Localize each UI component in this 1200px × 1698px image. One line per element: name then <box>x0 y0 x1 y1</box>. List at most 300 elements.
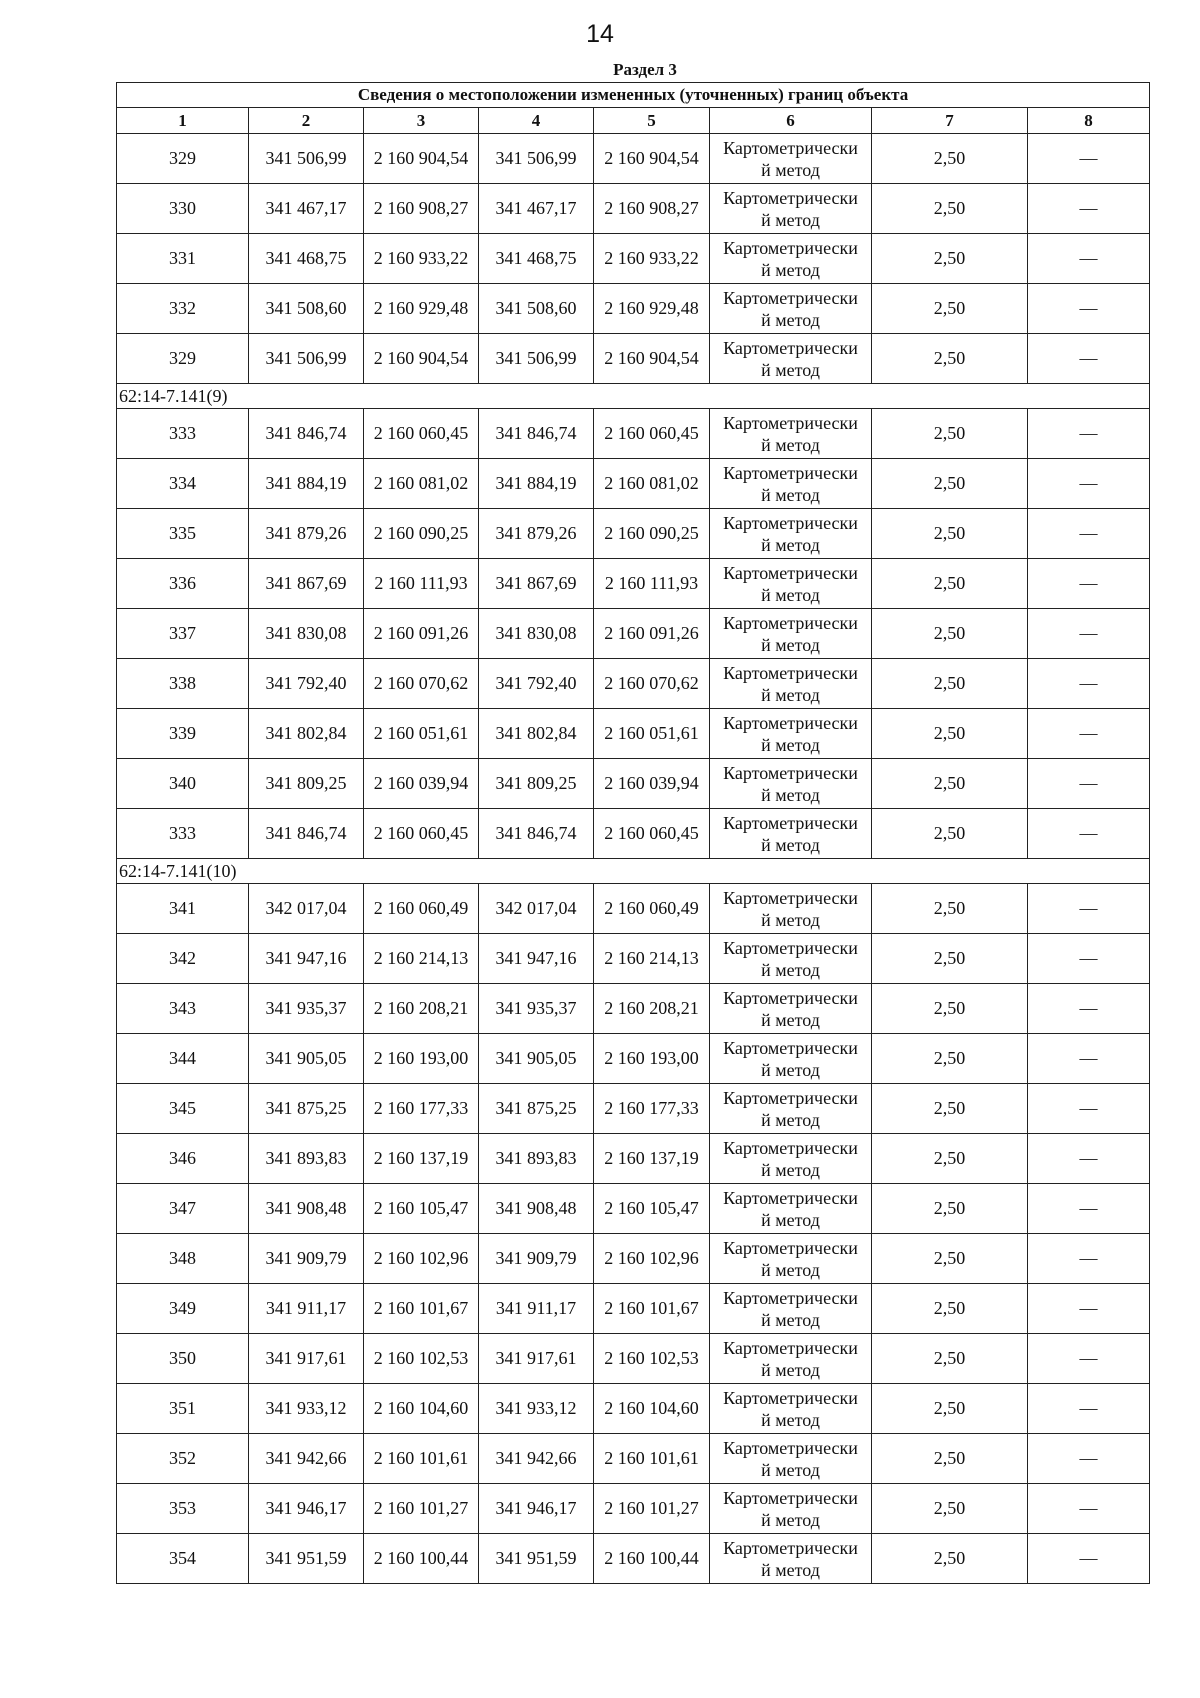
column-number-row <box>117 108 1150 134</box>
refined-x-cell: 341 946,17 <box>479 1484 594 1534</box>
refined-x-cell: 341 908,48 <box>479 1184 594 1234</box>
table-row <box>117 1484 1150 1534</box>
method-cell <box>710 284 872 334</box>
table-title: Сведения о местоположении измененных (уточненных) границ объекта <box>117 83 1150 108</box>
refined-x-cell: 341 947,16 <box>479 934 594 984</box>
refined-y-cell: 2 160 091,26 <box>594 609 710 659</box>
method-cell <box>710 509 872 559</box>
existing-y-cell: 2 160 070,62 <box>364 659 479 709</box>
accuracy-cell: 2,50 <box>872 1184 1028 1234</box>
description-cell: — <box>1028 409 1150 459</box>
existing-x-cell: 341 884,19 <box>249 459 364 509</box>
method-cell <box>710 759 872 809</box>
table-row <box>117 134 1150 184</box>
refined-y-cell: 2 160 177,33 <box>594 1084 710 1134</box>
refined-y-cell: 2 160 904,54 <box>594 134 710 184</box>
point-number-cell: 338 <box>117 659 249 709</box>
description-cell: — <box>1028 1134 1150 1184</box>
table-row <box>117 709 1150 759</box>
method-line: й метод <box>761 1509 820 1530</box>
refined-x-cell: 341 909,79 <box>479 1234 594 1284</box>
refined-x-cell: 341 933,12 <box>479 1384 594 1434</box>
existing-y-cell: 2 160 101,27 <box>364 1484 479 1534</box>
method-cell <box>710 884 872 934</box>
table-row <box>117 984 1150 1034</box>
refined-y-cell: 2 160 060,45 <box>594 809 710 859</box>
column-number: 4 <box>479 108 594 134</box>
method-line: Картометрически <box>723 887 858 908</box>
table-row <box>117 1434 1150 1484</box>
method-line: Картометрически <box>723 562 858 583</box>
accuracy-cell: 2,50 <box>872 459 1028 509</box>
method-line: й метод <box>761 1059 820 1080</box>
description-cell: — <box>1028 1234 1150 1284</box>
point-number-cell: 332 <box>117 284 249 334</box>
description-cell: — <box>1028 1034 1150 1084</box>
table-row <box>117 1034 1150 1084</box>
method-cell <box>710 559 872 609</box>
description-cell: — <box>1028 659 1150 709</box>
refined-y-cell: 2 160 104,60 <box>594 1384 710 1434</box>
refined-x-cell: 341 911,17 <box>479 1284 594 1334</box>
refined-x-cell: 341 846,74 <box>479 409 594 459</box>
refined-y-cell: 2 160 101,27 <box>594 1484 710 1534</box>
existing-y-cell: 2 160 101,61 <box>364 1434 479 1484</box>
table-row <box>117 234 1150 284</box>
method-line: Картометрически <box>723 512 858 533</box>
description-cell: — <box>1028 609 1150 659</box>
refined-x-cell: 341 867,69 <box>479 559 594 609</box>
accuracy-cell: 2,50 <box>872 334 1028 384</box>
table-row <box>117 334 1150 384</box>
existing-x-cell: 341 467,17 <box>249 184 364 234</box>
point-number-cell: 329 <box>117 334 249 384</box>
refined-x-cell: 342 017,04 <box>479 884 594 934</box>
method-line: Картометрически <box>723 712 858 733</box>
refined-x-cell: 341 935,37 <box>479 984 594 1034</box>
column-number: 6 <box>710 108 872 134</box>
method-line: й метод <box>761 1559 820 1580</box>
refined-x-cell: 341 802,84 <box>479 709 594 759</box>
refined-y-cell: 2 160 060,45 <box>594 409 710 459</box>
refined-y-cell: 2 160 193,00 <box>594 1034 710 1084</box>
description-cell: — <box>1028 284 1150 334</box>
point-number-cell: 344 <box>117 1034 249 1084</box>
method-line: й метод <box>761 434 820 455</box>
accuracy-cell: 2,50 <box>872 409 1028 459</box>
refined-y-cell: 2 160 208,21 <box>594 984 710 1034</box>
existing-x-cell: 341 911,17 <box>249 1284 364 1334</box>
existing-x-cell: 341 935,37 <box>249 984 364 1034</box>
method-line: й метод <box>761 1459 820 1480</box>
description-cell: — <box>1028 334 1150 384</box>
method-line: й метод <box>761 209 820 230</box>
existing-y-cell: 2 160 177,33 <box>364 1084 479 1134</box>
table-row <box>117 184 1150 234</box>
method-line: й метод <box>761 584 820 605</box>
method-line: Картометрически <box>723 337 858 358</box>
refined-y-cell: 2 160 101,61 <box>594 1434 710 1484</box>
method-line: й метод <box>761 959 820 980</box>
accuracy-cell: 2,50 <box>872 1284 1028 1334</box>
existing-y-cell: 2 160 060,45 <box>364 409 479 459</box>
description-cell: — <box>1028 234 1150 284</box>
existing-x-cell: 341 830,08 <box>249 609 364 659</box>
existing-x-cell: 341 809,25 <box>249 759 364 809</box>
point-number-cell: 351 <box>117 1384 249 1434</box>
existing-y-cell: 2 160 051,61 <box>364 709 479 759</box>
refined-y-cell: 2 160 102,96 <box>594 1234 710 1284</box>
accuracy-cell: 2,50 <box>872 659 1028 709</box>
existing-x-cell: 341 942,66 <box>249 1434 364 1484</box>
method-cell <box>710 1034 872 1084</box>
method-line: Картометрически <box>723 987 858 1008</box>
method-cell <box>710 1484 872 1534</box>
point-number-cell: 331 <box>117 234 249 284</box>
point-number-cell: 337 <box>117 609 249 659</box>
boundary-coordinates-table <box>116 82 1150 1584</box>
method-cell <box>710 1434 872 1484</box>
method-line: Картометрически <box>723 462 858 483</box>
accuracy-cell: 2,50 <box>872 1384 1028 1434</box>
page-number: 14 <box>586 20 614 48</box>
existing-x-cell: 341 908,48 <box>249 1184 364 1234</box>
method-cell <box>710 1384 872 1434</box>
section-title: Раздел 3 <box>613 60 677 79</box>
column-number: 7 <box>872 108 1028 134</box>
description-cell: — <box>1028 559 1150 609</box>
method-line: Картометрически <box>723 1237 858 1258</box>
method-cell <box>710 1334 872 1384</box>
existing-y-cell: 2 160 100,44 <box>364 1534 479 1584</box>
description-cell: — <box>1028 984 1150 1034</box>
method-line: й метод <box>761 259 820 280</box>
refined-x-cell: 341 917,61 <box>479 1334 594 1384</box>
refined-y-cell: 2 160 100,44 <box>594 1534 710 1584</box>
method-line: й метод <box>761 634 820 655</box>
point-number-cell: 343 <box>117 984 249 1034</box>
method-line: Картометрически <box>723 612 858 633</box>
method-line: й метод <box>761 359 820 380</box>
point-number-cell: 346 <box>117 1134 249 1184</box>
group-header-row <box>117 384 1150 409</box>
refined-x-cell: 341 879,26 <box>479 509 594 559</box>
method-cell <box>710 1084 872 1134</box>
method-line: Картометрически <box>723 1537 858 1558</box>
existing-y-cell: 2 160 904,54 <box>364 334 479 384</box>
description-cell: — <box>1028 134 1150 184</box>
table-row <box>117 934 1150 984</box>
refined-y-cell: 2 160 070,62 <box>594 659 710 709</box>
description-cell: — <box>1028 1084 1150 1134</box>
description-cell: — <box>1028 1484 1150 1534</box>
existing-x-cell: 341 506,99 <box>249 134 364 184</box>
method-line: Картометрически <box>723 762 858 783</box>
method-line: й метод <box>761 909 820 930</box>
point-number-cell: 329 <box>117 134 249 184</box>
refined-x-cell: 341 467,17 <box>479 184 594 234</box>
refined-x-cell: 341 875,25 <box>479 1084 594 1134</box>
method-cell <box>710 809 872 859</box>
existing-y-cell: 2 160 039,94 <box>364 759 479 809</box>
method-line: Картометрически <box>723 1337 858 1358</box>
refined-y-cell: 2 160 060,49 <box>594 884 710 934</box>
existing-x-cell: 341 951,59 <box>249 1534 364 1584</box>
existing-x-cell: 341 802,84 <box>249 709 364 759</box>
method-cell <box>710 984 872 1034</box>
table-row <box>117 1134 1150 1184</box>
existing-y-cell: 2 160 929,48 <box>364 284 479 334</box>
method-line: Картометрически <box>723 1437 858 1458</box>
point-number-cell: 354 <box>117 1534 249 1584</box>
point-number-cell: 330 <box>117 184 249 234</box>
existing-y-cell: 2 160 101,67 <box>364 1284 479 1334</box>
method-line: Картометрически <box>723 412 858 433</box>
method-cell <box>710 1234 872 1284</box>
existing-x-cell: 341 846,74 <box>249 409 364 459</box>
column-number: 2 <box>249 108 364 134</box>
point-number-cell: 347 <box>117 1184 249 1234</box>
method-line: й метод <box>761 834 820 855</box>
method-line: й метод <box>761 784 820 805</box>
refined-x-cell: 341 468,75 <box>479 234 594 284</box>
table-body <box>117 134 1150 1584</box>
existing-x-cell: 341 506,99 <box>249 334 364 384</box>
existing-x-cell: 341 875,25 <box>249 1084 364 1134</box>
accuracy-cell: 2,50 <box>872 884 1028 934</box>
point-number-cell: 352 <box>117 1434 249 1484</box>
column-number: 5 <box>594 108 710 134</box>
refined-y-cell: 2 160 111,93 <box>594 559 710 609</box>
description-cell: — <box>1028 809 1150 859</box>
method-line: Картометрически <box>723 1037 858 1058</box>
refined-y-cell: 2 160 101,67 <box>594 1284 710 1334</box>
method-line: Картометрически <box>723 287 858 308</box>
refined-y-cell: 2 160 051,61 <box>594 709 710 759</box>
method-line: Картометрически <box>723 812 858 833</box>
accuracy-cell: 2,50 <box>872 1534 1028 1584</box>
existing-x-cell: 341 909,79 <box>249 1234 364 1284</box>
method-cell <box>710 409 872 459</box>
refined-y-cell: 2 160 908,27 <box>594 184 710 234</box>
table-row <box>117 884 1150 934</box>
description-cell: — <box>1028 759 1150 809</box>
refined-x-cell: 341 893,83 <box>479 1134 594 1184</box>
accuracy-cell: 2,50 <box>872 559 1028 609</box>
existing-x-cell: 341 508,60 <box>249 284 364 334</box>
table-row <box>117 284 1150 334</box>
refined-x-cell: 341 792,40 <box>479 659 594 709</box>
point-number-cell: 342 <box>117 934 249 984</box>
method-line: й метод <box>761 1159 820 1180</box>
point-number-cell: 335 <box>117 509 249 559</box>
accuracy-cell: 2,50 <box>872 759 1028 809</box>
point-number-cell: 348 <box>117 1234 249 1284</box>
table-row <box>117 809 1150 859</box>
refined-y-cell: 2 160 214,13 <box>594 934 710 984</box>
method-cell <box>710 1284 872 1334</box>
table-row <box>117 609 1150 659</box>
method-line: Картометрически <box>723 1387 858 1408</box>
refined-x-cell: 341 809,25 <box>479 759 594 809</box>
existing-x-cell: 341 917,61 <box>249 1334 364 1384</box>
existing-y-cell: 2 160 105,47 <box>364 1184 479 1234</box>
method-line: й метод <box>761 684 820 705</box>
method-line: Картометрически <box>723 1137 858 1158</box>
method-cell <box>710 709 872 759</box>
existing-y-cell: 2 160 111,93 <box>364 559 479 609</box>
accuracy-cell: 2,50 <box>872 1484 1028 1534</box>
refined-x-cell: 341 942,66 <box>479 1434 594 1484</box>
column-number: 1 <box>117 108 249 134</box>
description-cell: — <box>1028 1384 1150 1434</box>
method-cell <box>710 1134 872 1184</box>
method-line: й метод <box>761 1359 820 1380</box>
point-number-cell: 333 <box>117 409 249 459</box>
method-cell <box>710 1184 872 1234</box>
accuracy-cell: 2,50 <box>872 1134 1028 1184</box>
accuracy-cell: 2,50 <box>872 1084 1028 1134</box>
accuracy-cell: 2,50 <box>872 234 1028 284</box>
table-row <box>117 459 1150 509</box>
accuracy-cell: 2,50 <box>872 709 1028 759</box>
point-number-cell: 340 <box>117 759 249 809</box>
table-row <box>117 1184 1150 1234</box>
column-number: 8 <box>1028 108 1150 134</box>
refined-x-cell: 341 506,99 <box>479 334 594 384</box>
existing-y-cell: 2 160 102,96 <box>364 1234 479 1284</box>
point-number-cell: 334 <box>117 459 249 509</box>
method-line: й метод <box>761 159 820 180</box>
description-cell: — <box>1028 1534 1150 1584</box>
table-row <box>117 409 1150 459</box>
refined-y-cell: 2 160 137,19 <box>594 1134 710 1184</box>
group-label: 62:14-7.141(9) <box>117 384 1150 409</box>
point-number-cell: 339 <box>117 709 249 759</box>
table-row <box>117 1334 1150 1384</box>
method-cell <box>710 184 872 234</box>
method-line: й метод <box>761 1409 820 1430</box>
existing-y-cell: 2 160 081,02 <box>364 459 479 509</box>
accuracy-cell: 2,50 <box>872 134 1028 184</box>
existing-y-cell: 2 160 091,26 <box>364 609 479 659</box>
existing-y-cell: 2 160 090,25 <box>364 509 479 559</box>
method-line: Картометрически <box>723 237 858 258</box>
method-line: й метод <box>761 1209 820 1230</box>
accuracy-cell: 2,50 <box>872 609 1028 659</box>
existing-y-cell: 2 160 060,49 <box>364 884 479 934</box>
accuracy-cell: 2,50 <box>872 1434 1028 1484</box>
existing-y-cell: 2 160 102,53 <box>364 1334 479 1384</box>
accuracy-cell: 2,50 <box>872 1234 1028 1284</box>
accuracy-cell: 2,50 <box>872 984 1028 1034</box>
refined-x-cell: 341 506,99 <box>479 134 594 184</box>
existing-x-cell: 341 933,12 <box>249 1384 364 1434</box>
table-row <box>117 509 1150 559</box>
refined-x-cell: 341 951,59 <box>479 1534 594 1584</box>
method-line: Картометрически <box>723 1487 858 1508</box>
description-cell: — <box>1028 184 1150 234</box>
method-line: й метод <box>761 534 820 555</box>
description-cell: — <box>1028 884 1150 934</box>
point-number-cell: 333 <box>117 809 249 859</box>
table-row <box>117 1534 1150 1584</box>
refined-x-cell: 341 846,74 <box>479 809 594 859</box>
method-cell <box>710 234 872 284</box>
method-line: Картометрически <box>723 1087 858 1108</box>
point-number-cell: 341 <box>117 884 249 934</box>
refined-y-cell: 2 160 090,25 <box>594 509 710 559</box>
method-cell <box>710 134 872 184</box>
existing-y-cell: 2 160 214,13 <box>364 934 479 984</box>
method-line: й метод <box>761 484 820 505</box>
table-row <box>117 1284 1150 1334</box>
refined-y-cell: 2 160 102,53 <box>594 1334 710 1384</box>
accuracy-cell: 2,50 <box>872 1334 1028 1384</box>
method-line: й метод <box>761 309 820 330</box>
description-cell: — <box>1028 1184 1150 1234</box>
refined-x-cell: 341 884,19 <box>479 459 594 509</box>
table-row <box>117 1384 1150 1434</box>
point-number-cell: 345 <box>117 1084 249 1134</box>
existing-y-cell: 2 160 193,00 <box>364 1034 479 1084</box>
point-number-cell: 336 <box>117 559 249 609</box>
refined-y-cell: 2 160 904,54 <box>594 334 710 384</box>
description-cell: — <box>1028 509 1150 559</box>
method-line: й метод <box>761 734 820 755</box>
description-cell: — <box>1028 709 1150 759</box>
method-line: Картометрически <box>723 1287 858 1308</box>
table-row <box>117 1084 1150 1134</box>
existing-x-cell: 341 879,26 <box>249 509 364 559</box>
description-cell: — <box>1028 1284 1150 1334</box>
method-cell <box>710 459 872 509</box>
description-cell: — <box>1028 1334 1150 1384</box>
existing-x-cell: 342 017,04 <box>249 884 364 934</box>
existing-y-cell: 2 160 104,60 <box>364 1384 479 1434</box>
existing-x-cell: 341 468,75 <box>249 234 364 284</box>
column-number: 3 <box>364 108 479 134</box>
refined-y-cell: 2 160 929,48 <box>594 284 710 334</box>
method-line: Картометрически <box>723 662 858 683</box>
method-line: Картометрически <box>723 187 858 208</box>
existing-y-cell: 2 160 908,27 <box>364 184 479 234</box>
description-cell: — <box>1028 459 1150 509</box>
group-label: 62:14-7.141(10) <box>117 859 1150 884</box>
existing-x-cell: 341 905,05 <box>249 1034 364 1084</box>
refined-x-cell: 341 508,60 <box>479 284 594 334</box>
refined-y-cell: 2 160 081,02 <box>594 459 710 509</box>
existing-y-cell: 2 160 137,19 <box>364 1134 479 1184</box>
method-line: й метод <box>761 1109 820 1130</box>
existing-y-cell: 2 160 208,21 <box>364 984 479 1034</box>
method-line: Картометрически <box>723 137 858 158</box>
refined-y-cell: 2 160 933,22 <box>594 234 710 284</box>
existing-x-cell: 341 946,17 <box>249 1484 364 1534</box>
refined-x-cell: 341 905,05 <box>479 1034 594 1084</box>
table-row <box>117 659 1150 709</box>
method-line: й метод <box>761 1309 820 1330</box>
refined-y-cell: 2 160 105,47 <box>594 1184 710 1234</box>
accuracy-cell: 2,50 <box>872 934 1028 984</box>
description-cell: — <box>1028 934 1150 984</box>
existing-x-cell: 341 947,16 <box>249 934 364 984</box>
table-row <box>117 1234 1150 1284</box>
table-row <box>117 559 1150 609</box>
method-cell <box>710 609 872 659</box>
accuracy-cell: 2,50 <box>872 184 1028 234</box>
existing-x-cell: 341 846,74 <box>249 809 364 859</box>
